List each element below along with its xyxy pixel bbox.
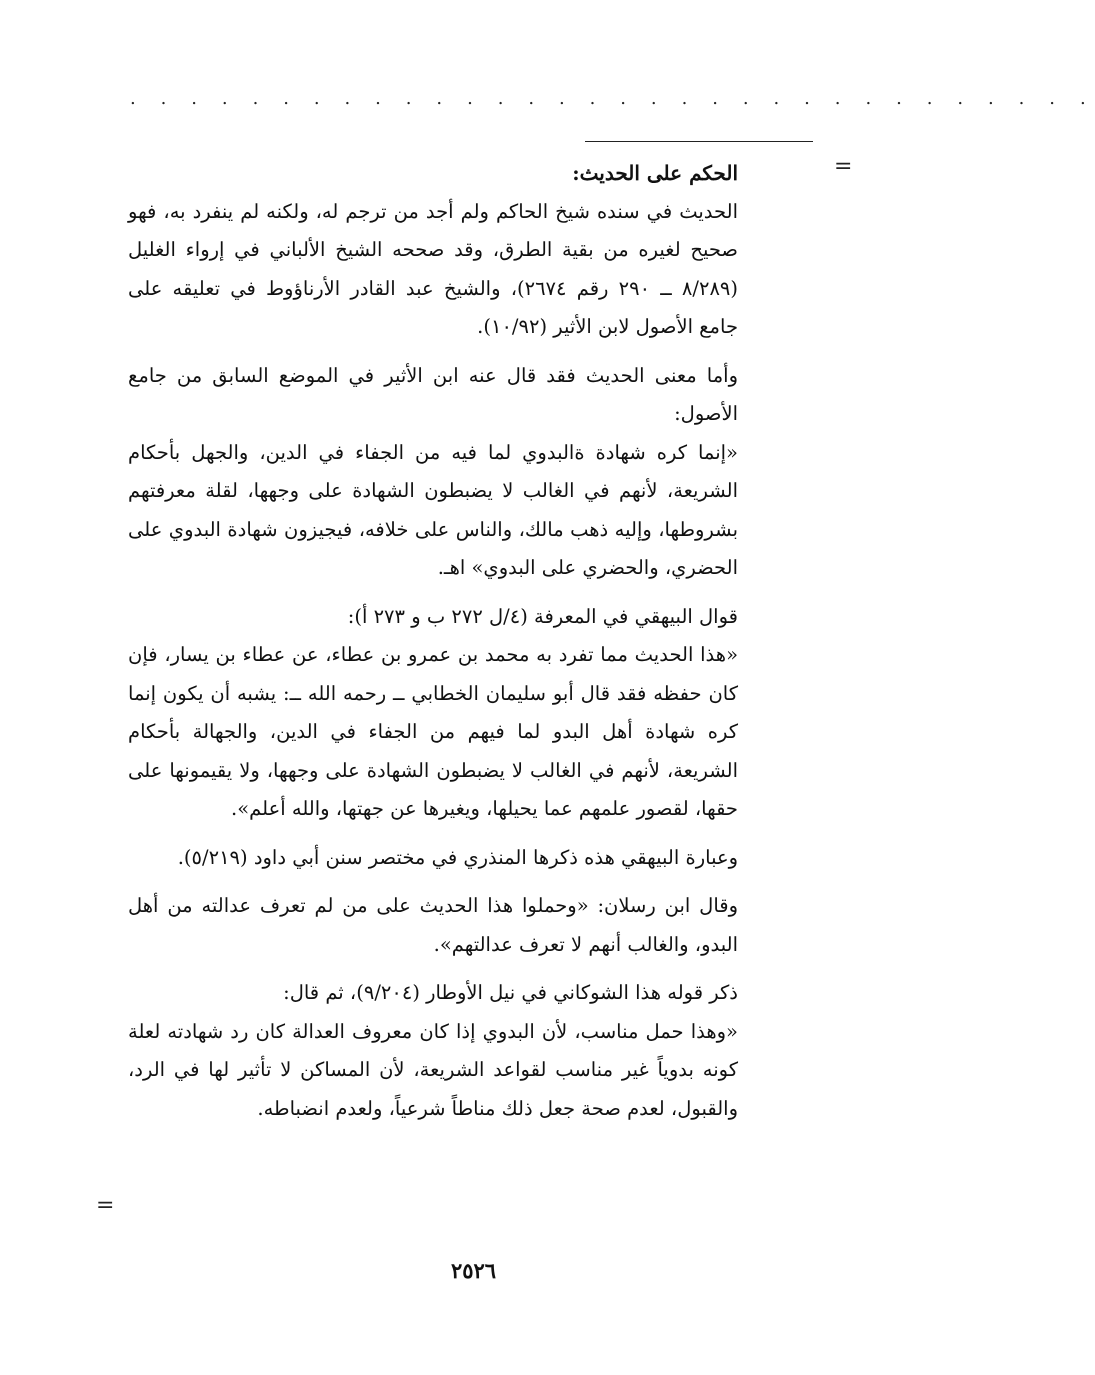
paragraph-meaning-intro: وأما معنى الحديث فقد قال عنه ابن الأثير في الموضع السابق من جامع الأصول: — [128, 363, 738, 425]
quote-shawkani: «وهذا حمل مناسب، لأن البدوي إذا كان معروف العدالة كان رد شهادته لعلة كونه بدوياً غير مناسب لقواعد الشريعة، لأن المساكن لا تأثير لها في الرد، والقبول، لعدم صحة جعل ذلك مناطاً شرعياً، ولعدم انضباطه. — [128, 1019, 738, 1120]
footnote-rule — [585, 141, 813, 142]
page-number: ٢٥٢٦ — [450, 1258, 497, 1283]
paragraph-ibn-raslan: وقال ابن رسلان: «وحملوا هذا الحديث على من لم تعرف عدالته من أهل البدو، والغالب أنهم لا تعرف عدالتهم». — [128, 894, 738, 956]
section-heading: الحكم على الحديث: — [572, 161, 738, 185]
paragraph-ruling: الحديث في سنده شيخ الحاكم ولم أجد من ترجم له، ولكنه لم ينفرد به، فهو صحيح لغيره من بقية الطرق، وقد صححه الشيخ الألباني في إرواء الغليل (٨/٢٨٩ ــ ٢٩٠ رقم ٢٦٧٤)، والشيخ عبد القادر الأرناؤوط في تعليقه على جامع الأصول لابن الأثير (١٠/٩٢). — [128, 199, 738, 338]
paragraph-mundhiri: وعبارة البيهقي هذه ذكرها المنذري في مختصر سنن أبي داود (٥/٢١٩). — [177, 845, 738, 869]
quote-ibn-athir: «إنما كره شهادة ةالبدوي لما فيه من الجفاء في الدين، والجهل بأحكام الشريعة، لأنهم في الغالب لا يضبطون الشهادة على وجهها، لقلة معرفتهم بشروطها، وإليه ذهب مالك، والناس على خلافه، فيجيزون شهادة البدوي على الحضري، والحضري على البدوي» اهـ. — [128, 440, 738, 579]
main-text — [128, 154, 738, 1128]
continuation-marker-top: = — [834, 154, 853, 179]
continuation-marker-bottom: = — [96, 1193, 115, 1218]
paragraph-shawkani-intro: ذكر قوله هذا الشوكاني في نيل الأوطار (٩/٢٠٤)، ثم قال: — [283, 981, 738, 1004]
quote-bayhaqi: «هذا الحديث مما تفرد به محمد بن عمرو بن عطاء، عن عطاء بن يسار، فإن كان حفظه فقد قال أبو سليمان الخطابي ــ رحمه الله ــ: يشبه أن يكون إنما كره شهادة أهل البدو لما فيهم من الجفاء في الدين، والجهالة بأحكام الشريعة، لأنهم في الغالب لا يضبطون الشهادة على وجهها، ولا يقيمونها على حقها، لقصور علمهم عما يحيلها، ويغيرها عن جهتها، والله أعلم». — [128, 643, 738, 820]
paragraph-bayhaqi-intro: قوال البيهقي في المعرفة (٤/ل ٢٧٢ ب و ٢٧٣ أ): — [347, 604, 738, 628]
dotted-separator: . . . . . . . . . . . . . . . . . . . . . . . . . . . . . . . . — [130, 88, 1095, 109]
